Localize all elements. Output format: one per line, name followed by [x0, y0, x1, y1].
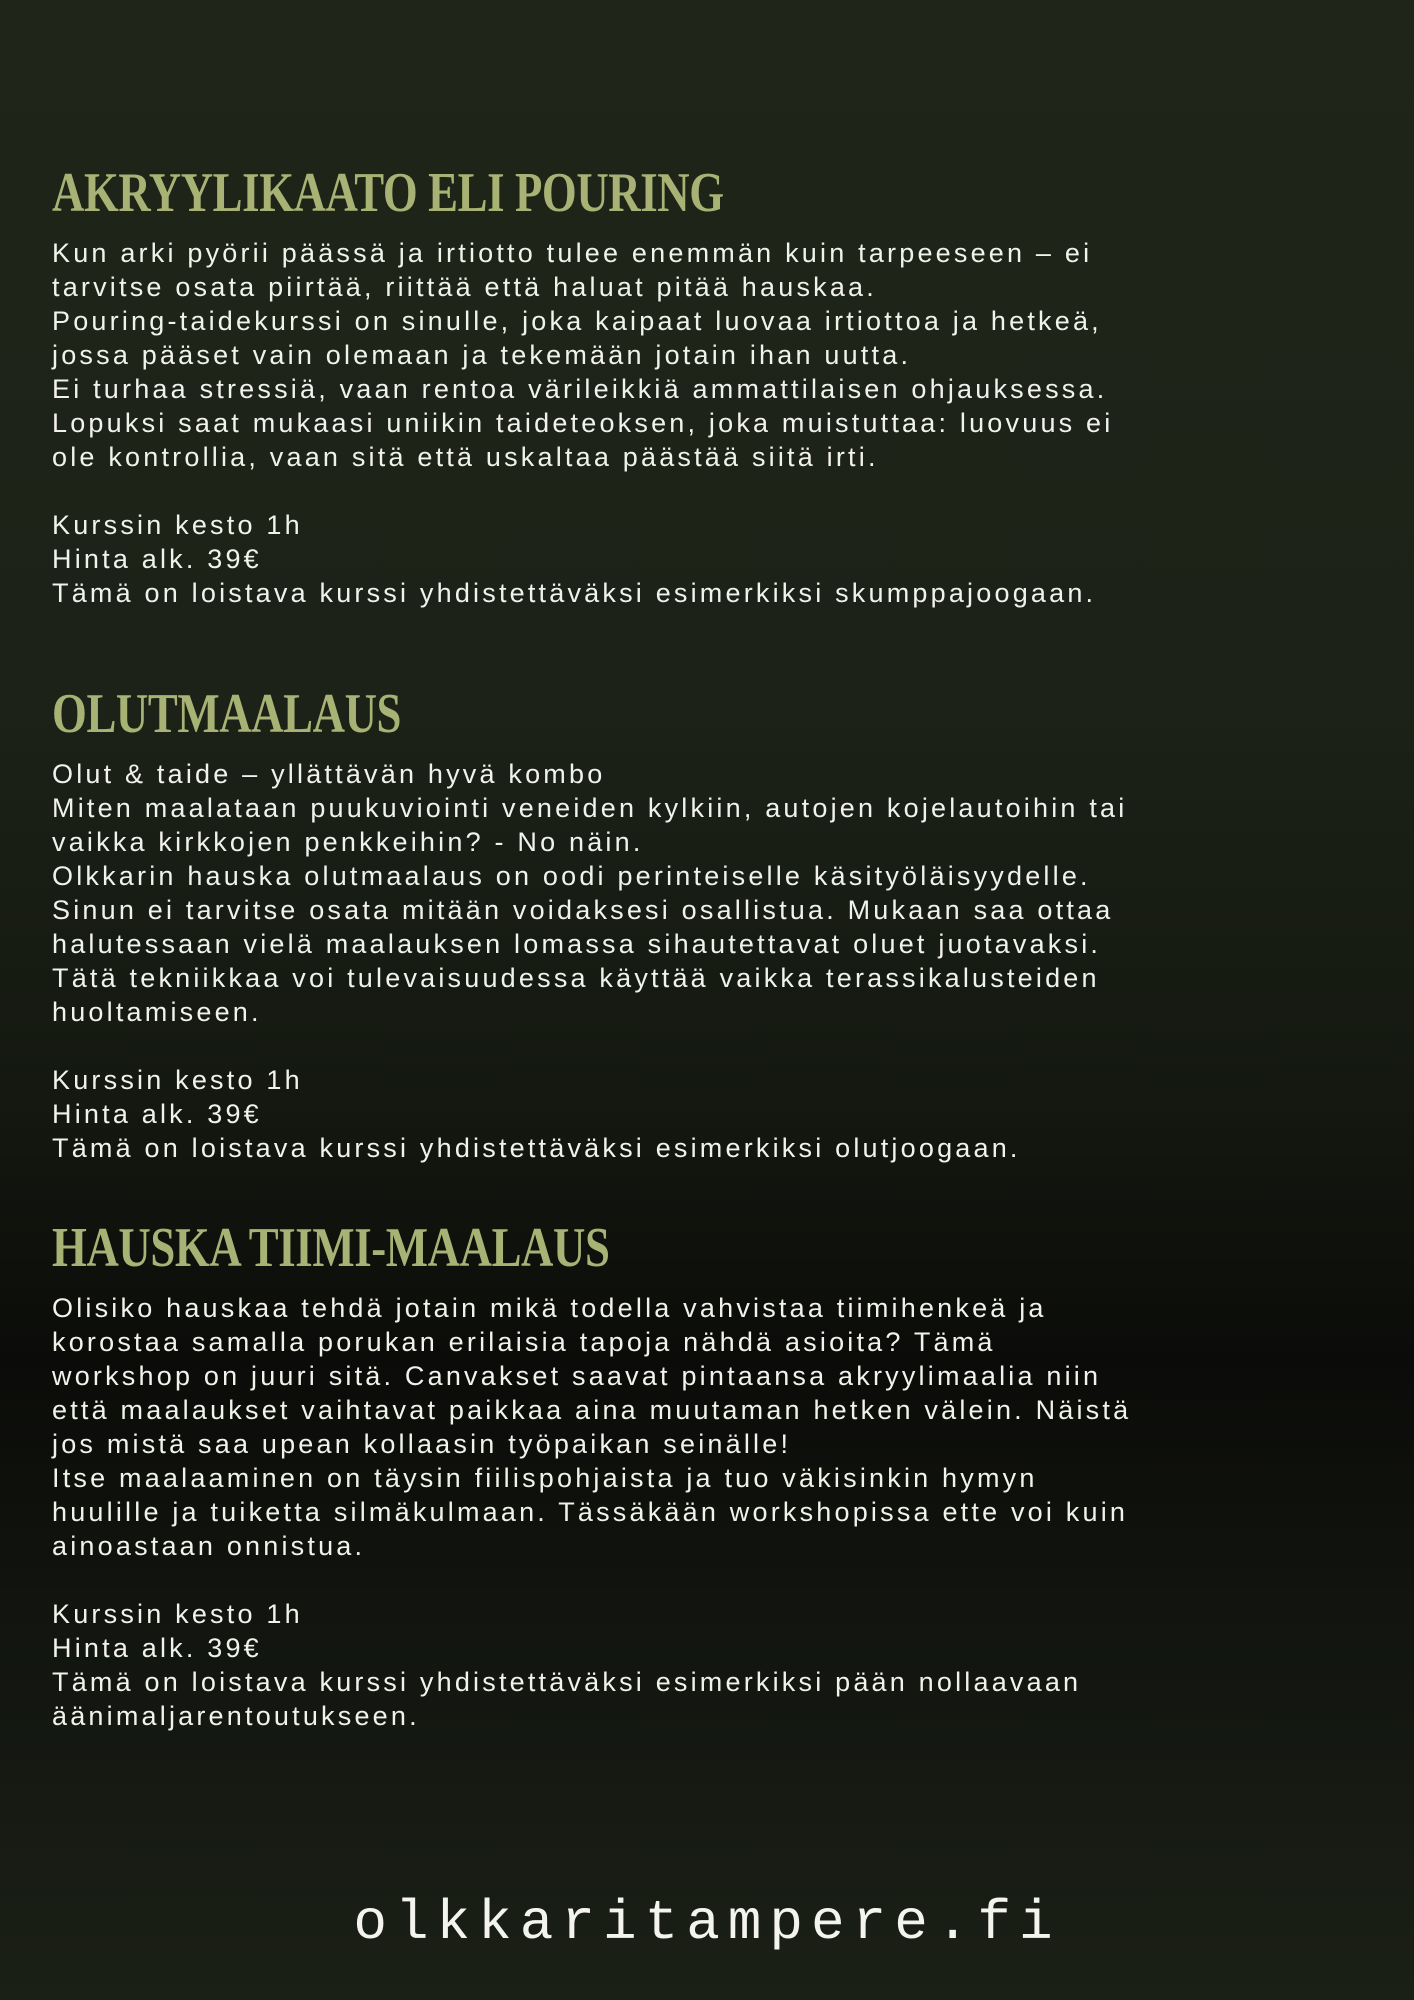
- website-address: olkkaritampere.fi: [353, 1891, 1061, 1955]
- description-line: Olut & taide – yllättävän hyvä kombo: [52, 759, 606, 789]
- course-combo-tip: Tämä on loistava kurssi yhdistettäväksi esimerkiksi pään nollaavaan: [52, 1667, 1082, 1697]
- course-combo-tip: Tämä on loistava kurssi yhdistettäväksi esimerkiksi skumppajoogaan.: [52, 578, 1097, 608]
- course-combo-tip: Tämä on loistava kurssi yhdistettäväksi esimerkiksi olutjoogaan.: [52, 1133, 1021, 1163]
- description-line: Itse maalaaminen on täysin fiilispohjaista ja tuo väkisinkin hymyn: [52, 1463, 1038, 1493]
- description-line: korostaa samalla porukan erilaisia tapoja nähdä asioita? Tämä: [52, 1327, 996, 1357]
- course-description: [52, 1291, 1382, 1733]
- description-line: tarvitse osata piirtää, riittää että haluat pitää hauskaa.: [52, 272, 877, 302]
- description-line: workshop on juuri sitä. Canvakset saavat pintaansa akryylimaalia niin: [52, 1361, 1102, 1391]
- course-duration: Kurssin kesto 1h: [52, 510, 303, 540]
- description-line: ole kontrollia, vaan sitä että uskaltaa päästää siitä irti.: [52, 442, 879, 472]
- course-title: OLUTMAALAUS: [52, 683, 402, 745]
- description-line: Olisiko hauskaa tehdä jotain mikä todella vahvistaa tiimihenkeä ja: [52, 1293, 1047, 1323]
- description-line: vaikka kirkkojen penkkeihin? - No näin.: [52, 827, 644, 857]
- course-title: HAUSKA TIIMI-MAALAUS: [52, 1217, 610, 1279]
- course-price: Hinta alk. 39€: [52, 544, 262, 574]
- description-line: ainoastaan onnistua.: [52, 1531, 366, 1561]
- paragraph-gap: [52, 1563, 1382, 1597]
- paragraph-gap: [52, 1029, 1382, 1063]
- course-section-team-painting: [52, 1215, 1382, 1733]
- course-description: [52, 236, 1382, 610]
- description-line: huulille ja tuiketta silmäkulmaan. Tässäkään workshopissa ette voi kuin: [52, 1497, 1129, 1527]
- description-line: Sinun ei tarvitse osata mitään voidaksesi osallistua. Mukaan saa ottaa: [52, 895, 1114, 925]
- description-line: Ei turhaa stressiä, vaan rentoa värileikkiä ammattilaisen ohjauksessa.: [52, 374, 1108, 404]
- description-line: Pouring-taidekurssi on sinulle, joka kaipaat luovaa irtiottoa ja hetkeä,: [52, 306, 1102, 336]
- description-line: Tätä tekniikkaa voi tulevaisuudessa käyttää vaikka terassikalusteiden: [52, 963, 1100, 993]
- description-line: jossa pääset vain olemaan ja tekemään jotain ihan uutta.: [52, 340, 912, 370]
- description-line: Miten maalataan puukuviointi veneiden kylkiin, autojen kojelautoihin tai: [52, 793, 1128, 823]
- course-title: AKRYYLIKAATO ELI POURING: [52, 162, 724, 224]
- course-price: Hinta alk. 39€: [52, 1099, 262, 1129]
- course-section-beer-painting: [52, 681, 1382, 1165]
- course-description: [52, 757, 1382, 1165]
- description-line: halutessaan vielä maalauksen lomassa sihautettavat oluet juotavaksi.: [52, 929, 1102, 959]
- description-line: huoltamiseen.: [52, 997, 262, 1027]
- paragraph-gap: [52, 474, 1382, 508]
- course-price: Hinta alk. 39€: [52, 1633, 262, 1663]
- course-duration: Kurssin kesto 1h: [52, 1599, 303, 1629]
- description-line: Olkkarin hauska olutmaalaus on oodi perinteiselle käsityöläisyydelle.: [52, 861, 1091, 891]
- course-duration: Kurssin kesto 1h: [52, 1065, 303, 1095]
- description-line: jos mistä saa upean kollaasin työpaikan seinälle!: [52, 1429, 792, 1459]
- course-combo-tip: äänimaljarentoutukseen.: [52, 1701, 420, 1731]
- description-line: että maalaukset vaihtavat paikkaa aina muutaman hetken välein. Näistä: [52, 1395, 1132, 1425]
- course-section-pouring: [52, 160, 1382, 610]
- description-line: Lopuksi saat mukaasi uniikin taideteoksen, joka muistuttaa: luovuus ei: [52, 408, 1114, 438]
- description-line: Kun arki pyörii päässä ja irtiotto tulee enemmän kuin tarpeeseen – ei: [52, 238, 1093, 268]
